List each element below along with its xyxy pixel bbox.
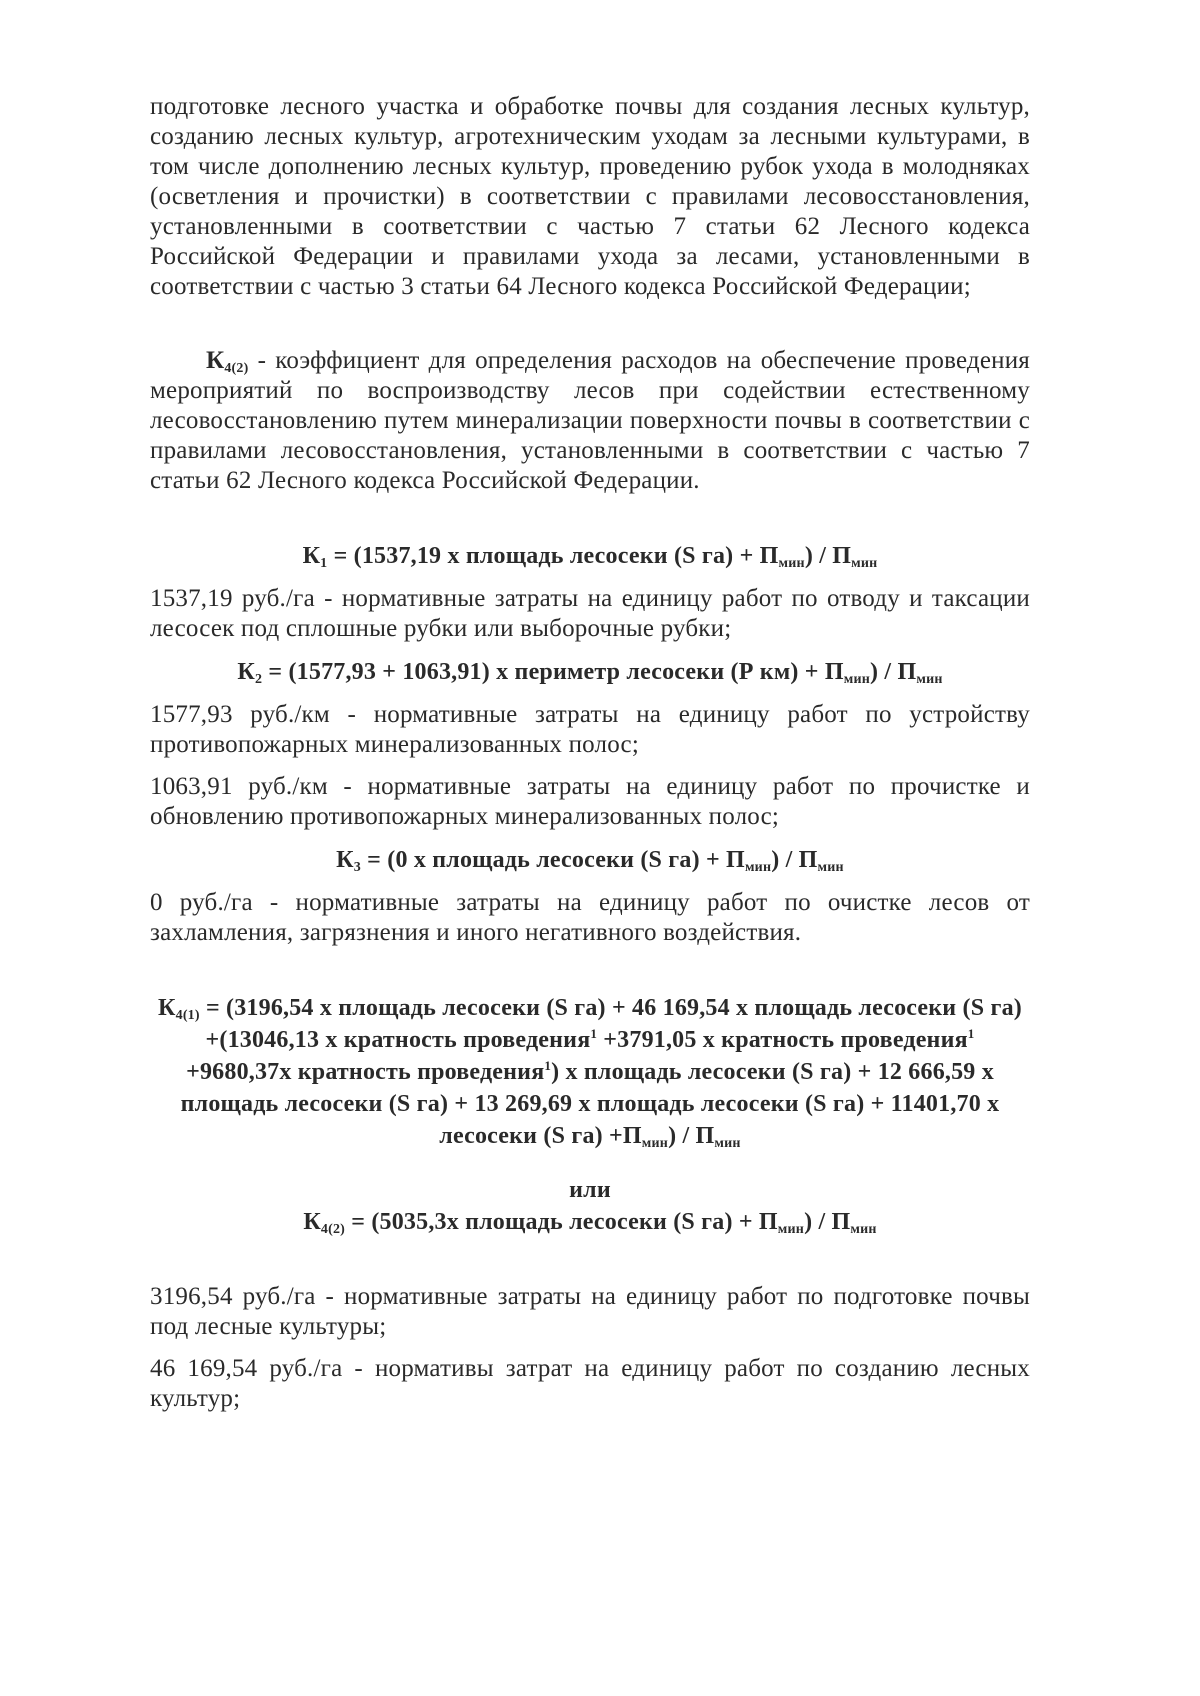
note-k4b: 46 169,54 руб./га - нормативы затрат на единицу работ по созданию лесных культур; [150,1355,1030,1412]
document-page [150,92,1030,1414]
formula-k1: $К_1 = (1537,19$ х площадь лесосеки (S $га) + П_{мин}) / П_{мин}$ [302,543,878,571]
formula-k42: $К_{4(2)} = (5035,3х$ площадь лесосеки (S $га) + П_{мин}) / П_{мин}$ [303,1209,877,1237]
note-k4a: 3196,54 руб./га - нормативные затраты на единицу работ по подготовке почвы под лесные культуры; [150,1283,1030,1340]
formula-k2: $К_2 = (1577,93 + 1063,91)$ х периметр лесосеки (Р $км) + П_{мин}) / П_{мин}$ [237,659,943,687]
formula-k3: $К_3 = (0$ х площадь лесосеки (S $га) + П_{мин}) / П_{мин}$ [336,847,844,875]
note-k3: 0 руб./га - нормативные затраты на единицу работ по очистке лесов от захламления, загрязнения и иного негативного воздействия. [150,889,1030,946]
note-k2a: 1577,93 руб./км - нормативные затраты на единицу работ по устройству противопожарных минерализованных полос; [150,701,1030,758]
k42-label: $К_{4(2)}$ [206,347,249,376]
k42-definition-text: - коэффициент для определения расходов на обеспечение проведения мероприятий по воспроизводству лесов при содействии естественному лесовосстановлению путем минерализации поверхности почвы в соответствии с правилами лесовосстановления, установленными в соответствии с частью 7 статьи 62 Лесного кодекса Российской Федерации. [150,347,1030,494]
note-k2b: 1063,91 руб./км - нормативные затраты на единицу работ по прочистке и обновлению противопожарных минерализованных полос; [150,773,1030,830]
intro-paragraph: подготовке лесного участка и обработке почвы для создания лесных культур, созданию лесных культур, агротехническим уходам за лесными культурами, в том числе дополнению лесных культур, проведению рубок ухода в молодняках (осветления и прочистки) в соответствии с правилами лесовосстановления, установленными в соответствии с частью 7 статьи 62 Лесного кодекса Российской Федерации и правилами ухода за лесами, установленными в соответствии с частью 3 статьи 64 Лесного кодекса Российской Федерации; [150,93,1030,300]
note-k1: 1537,19 руб./га - нормативные затраты на единицу работ по отводу и таксации лесосек под сплошные рубки или выборочные рубки; [150,585,1030,642]
k42-definition-paragraph [150,346,1030,496]
or-separator: или [569,1177,611,1203]
formula-k41: $К_{4(1)} = (3196,54$ х площадь лесосеки (S га) + 46 169,54 х площадь лесосеки (S га) +(13046,13 х кратность проведения$^1$ +3791,05 х кратность проведения$^1$ +9680,37х кратность проведения$^1$) х площадь лесосеки (S га) + 12 666,59 х площадь лесосеки (S га) + 13 269,69 х площадь лесосеки (S га) + 11401,70 х лесосеки (S $га) +П_{мин}) / П_{мин}$ [158,995,1022,1151]
